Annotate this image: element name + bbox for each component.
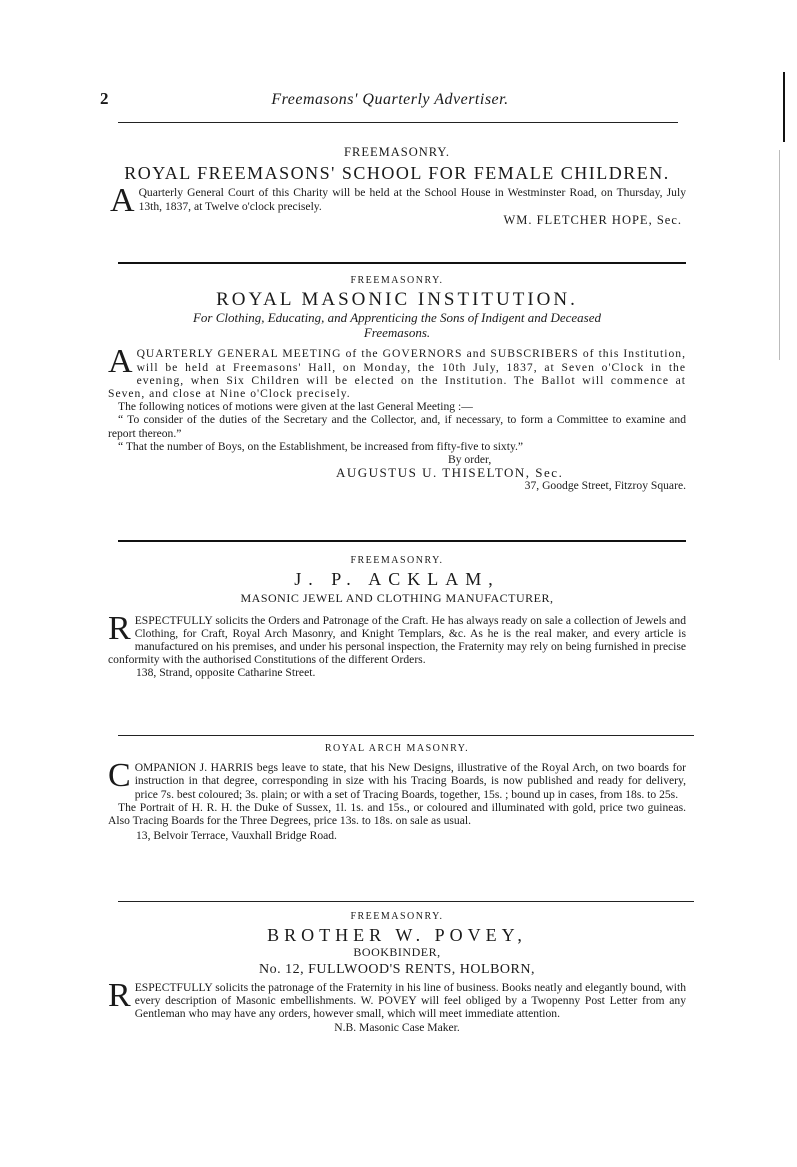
dropcap: R [108, 976, 131, 1014]
ad-masonic-institution [108, 274, 686, 493]
ad-category: FREEMASONRY. [350, 555, 444, 566]
ad-motion: “ That the number of Boys, on the Establishment, be increased from fifty-five to sixty.” [118, 439, 524, 453]
ad-body: OMPANION J. HARRIS begs leave to state, that his New Designs, illustrative of the Royal Arch, on two boards for instruction in that degree, corresponding in size with his Tracing Boards, is now published and ready for delivery, price 7s. best coloured; 3s. plain; or with a set of Tracing Boards, together, 15s. ; bound up in cases, from 18s. to 25s. [134, 761, 686, 801]
ad-subtitle: MASONIC JEWEL AND CLOTHING MANUFACTURER, [240, 591, 554, 606]
page-edge-mark [783, 72, 785, 142]
dropcap: A [108, 343, 133, 381]
dropcap: A [110, 182, 135, 220]
ad-body: ESPECTFULLY solicits the Orders and Patronage of the Craft. He has always ready on sale a collection of Jewels and Clothing, for Craft, Royal Arch Masonry, and Knight Templars, &c. As he is the real maker, and every article is manufactured on his premises, and under his personal inspection, the Fraternity may rely on being furnished in precise conformity with the authorised Constitutions of the different Orders. [108, 613, 686, 667]
ad-category: ROYAL ARCH MASONRY. [324, 743, 470, 754]
ad-title: J. P. ACKLAM, [294, 569, 500, 590]
ad-body: Quarterly General Court of this Charity will be held at the School House in Westminster Road, on Thursday, July 13th, 1837, at Twelve o'clock precisely. [138, 186, 686, 213]
ad-title: ROYAL MASONIC INSTITUTION. [216, 289, 578, 311]
ad-address: 37, Goodge Street, Fitzroy Square. [524, 479, 686, 493]
ad-povey [108, 910, 686, 1035]
ad-body: ESPECTFULLY solicits the patronage of the Fraternity in his line of business. Books neatly and elegantly bound, with every description of Masonic embellishments. W. POVEY will feel obliged by a Twopenny Post Letter from any Gentleman who may have any orders, however small, which will meet immediate attention. [134, 980, 686, 1021]
ad-category: FREEMASONRY. [344, 145, 450, 159]
ad-divider [118, 540, 686, 542]
ad-location: No. 12, FULLWOOD'S RENTS, HOLBORN, [259, 961, 535, 977]
ad-by-order: By order, [448, 453, 492, 467]
ad-title: BROTHER W. POVEY, [267, 925, 527, 946]
ad-note: N.B. Masonic Case Maker. [334, 1021, 460, 1035]
ad-category: FREEMASONRY. [350, 911, 444, 922]
running-title: Freemasons' Quarterly Advertiser. [271, 91, 509, 108]
ad-title: ROYAL FREEMASONS' SCHOOL FOR FEMALE CHILDREN. [124, 163, 670, 184]
ad-body-continued: The Portrait of H. R. H. the Duke of Sussex, 1l. 1s. and 15s., or coloured and illuminated with gold, price two guineas. Also Tracing Boards for the Three Degrees, price 13s. to 18s. on sale as usual. [108, 800, 686, 828]
ad-subtitle: For Clothing, Educating, and Apprenticing the Sons of Indigent and Deceased Freemasons. [192, 310, 601, 341]
ad-signature: WM. FLETCHER HOPE, Sec. [503, 212, 682, 227]
ad-address: 138, Strand, opposite Catharine Street. [136, 666, 316, 680]
ad-body: QUARTERLY GENERAL MEETING of the GOVERNORS and SUBSCRIBERS of this Institution, will be held at Freemasons' Hall, on Monday, the 10th July, 1837, at Seven o'Clock in the evening, when Six Children will be elected on the Institution. The Ballot will commence at Seven, and close at Nine o'Clock precisely. [108, 347, 686, 401]
page-number: 2 [100, 89, 109, 108]
header-rule [118, 122, 678, 123]
ad-trade: BOOKBINDER, [353, 945, 441, 960]
page-header [100, 89, 680, 112]
ad-category: FREEMASONRY. [350, 275, 444, 286]
ad-divider [118, 901, 694, 902]
ad-divider [118, 735, 694, 736]
ad-notice: The following notices of motions were given at the last General Meeting :— [118, 400, 473, 414]
page-edge-shadow [779, 150, 780, 360]
ad-signature: AUGUSTUS U. THISELTON, Sec. [336, 465, 564, 481]
ad-acklam [108, 554, 686, 680]
ad-harris [108, 742, 686, 842]
ad-motion: “ To consider of the duties of the Secretary and the Collector, and, if necessary, to form a Committee to examine and report thereon.” [108, 413, 686, 440]
ad-divider [118, 262, 686, 264]
dropcap: R [108, 609, 131, 647]
ad-female-school [108, 146, 686, 227]
ad-address: 13, Belvoir Terrace, Vauxhall Bridge Road. [136, 829, 337, 843]
dropcap: C [108, 757, 131, 795]
